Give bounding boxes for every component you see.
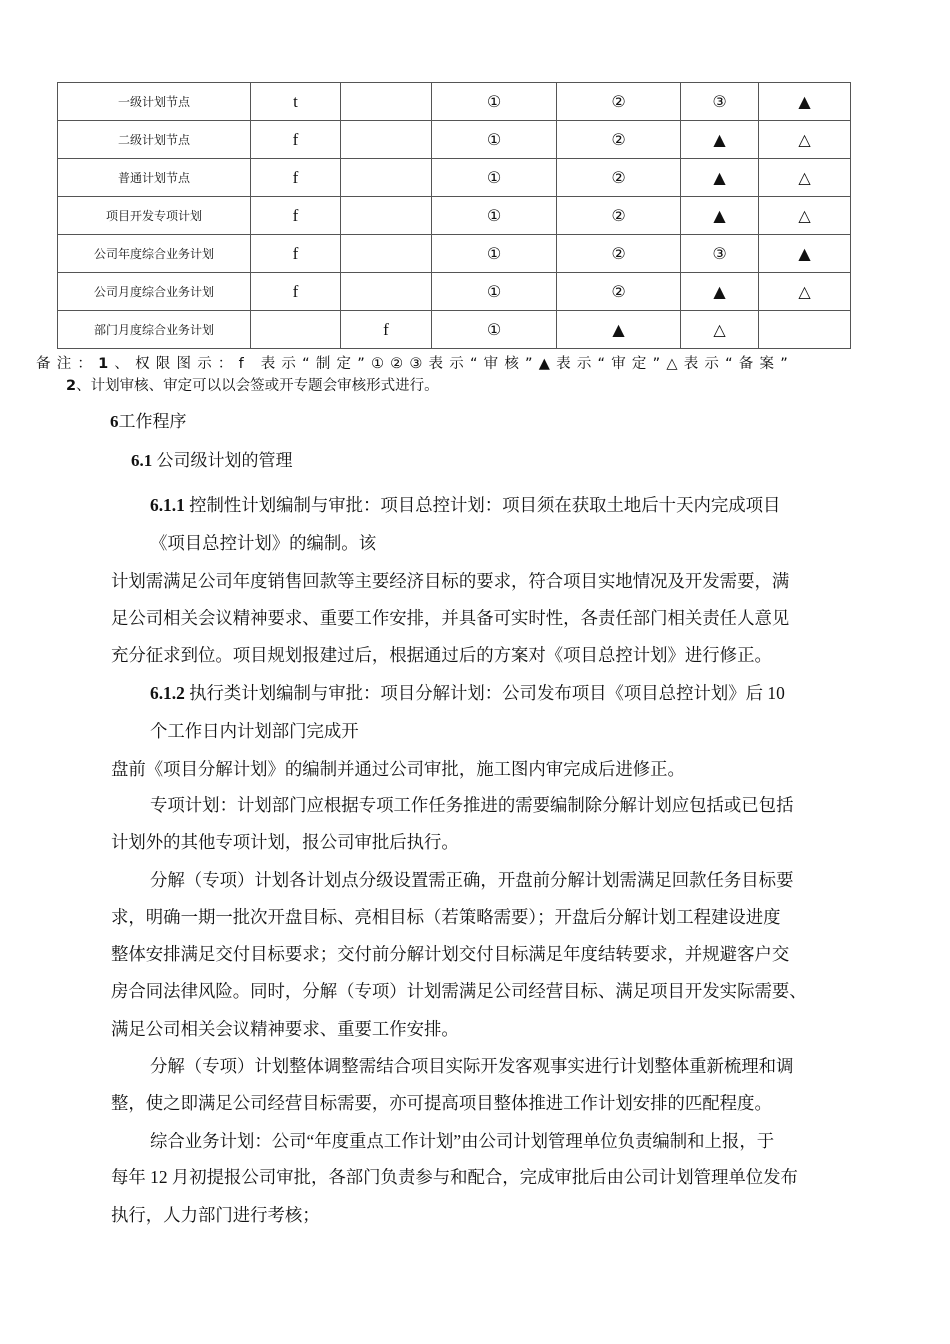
authority-cell: ② <box>557 197 681 235</box>
authority-cell: ① <box>432 159 557 197</box>
paragraph-line <box>150 534 376 553</box>
section-heading <box>110 407 187 432</box>
authority-cell: △ <box>759 273 851 311</box>
authority-cell: ▲ <box>681 159 759 197</box>
note-number: 2 <box>66 378 77 394</box>
authority-cell: ▲ <box>681 273 759 311</box>
paragraph-line <box>150 1057 793 1076</box>
authority-cell <box>759 311 851 349</box>
authority-cell <box>341 83 432 121</box>
plan-type-label: 项目开发专项计划 <box>58 197 251 235</box>
table-row <box>58 159 851 197</box>
plan-type-label: 一级计划节点 <box>58 83 251 121</box>
authority-cell: ③ <box>681 83 759 121</box>
table-row <box>58 273 851 311</box>
paragraph-line <box>111 1206 320 1225</box>
line-text: 整体安排满足交付目标要求；交付前分解计划交付目标满足年度结转要求，并规避客户交 <box>111 944 790 964</box>
authority-cell: ③ <box>681 235 759 273</box>
line-text: 分解（专项）计划各计划点分级设置需正确，开盘前分解计划需满足回款任务目标要 <box>150 870 794 890</box>
section-title: 工作程序 <box>118 412 187 431</box>
paragraph-line <box>150 496 780 515</box>
note-number: 1 <box>98 356 115 372</box>
line-text: 执行，人力部门进行考核； <box>111 1205 320 1225</box>
authority-cell: t <box>251 83 341 121</box>
authority-cell: ② <box>557 121 681 159</box>
note-text: 、计划审核、审定可以以会签或开专题会审核形式进行。 <box>76 378 439 394</box>
authority-cell: ① <box>432 235 557 273</box>
authority-cell: ① <box>432 83 557 121</box>
line-text: 综合业务计划：公司“年度重点工作计划”由公司计划管理单位负责编制和上报，于 <box>150 1131 775 1151</box>
line-text: 满足公司相关会议精神要求、重要工作安排。 <box>111 1019 459 1039</box>
table-row <box>58 83 851 121</box>
plan-type-label: 普通计划节点 <box>58 159 251 197</box>
line-text: 个工作日内计划部门完成开 <box>150 721 359 741</box>
line-text: 充分征求到位。项目规划报建过后，根据通过后的方案对《项目总控计划》进行修正。 <box>111 645 772 665</box>
authority-cell <box>341 121 432 159</box>
plan-type-label: 部门月度综合业务计划 <box>58 311 251 349</box>
line-text: 整，使之即满足公司经营目标需要，亦可提高项目整体推进工作计划安排的匹配程度。 <box>111 1093 772 1113</box>
authority-cell: △ <box>759 121 851 159</box>
line-text: 盘前《项目分解计划》的编制并通过公司审批，施工图内审完成后进修正。 <box>111 759 685 779</box>
authority-cell <box>251 311 341 349</box>
authority-cell: f <box>251 121 341 159</box>
paragraph-line <box>111 646 772 665</box>
authority-cell: ▲ <box>759 83 851 121</box>
authority-cell <box>341 159 432 197</box>
paragraph-line <box>111 1094 772 1113</box>
authority-cell: f <box>251 235 341 273</box>
authority-cell: ① <box>432 311 557 349</box>
paragraph-line <box>150 722 359 741</box>
plan-type-label: 公司年度综合业务计划 <box>58 235 251 273</box>
section-number: 6.1 <box>131 451 153 470</box>
authority-cell: ▲ <box>681 197 759 235</box>
subsection-heading <box>131 446 293 471</box>
paragraph-line <box>111 760 685 779</box>
paragraph-line <box>150 871 793 890</box>
authority-cell: △ <box>759 197 851 235</box>
authority-cell: f <box>251 273 341 311</box>
authority-cell <box>341 235 432 273</box>
table-row <box>58 197 851 235</box>
paragraph-line <box>111 609 789 628</box>
authority-cell: ② <box>557 273 681 311</box>
plan-type-label: 二级计划节点 <box>58 121 251 159</box>
line-text: 执行类计划编制与审批：项目分解计划：公司发布项目《项目总控计划》后 10 <box>184 683 785 703</box>
authority-cell: f <box>251 197 341 235</box>
paragraph-line <box>150 1132 774 1151</box>
table-row <box>58 121 851 159</box>
authority-cell: ② <box>557 235 681 273</box>
paragraph-line <box>111 982 807 1001</box>
section-title: 公司级计划的管理 <box>156 451 293 470</box>
section-number: 6 <box>110 412 119 431</box>
authority-cell: ▲ <box>759 235 851 273</box>
line-text: 专项计划：计划部门应根据专项工作任务推进的需要编制除分解计划应包括或已包括 <box>150 795 794 815</box>
line-text: 控制性计划编制与审批：项目总控计划：项目须在获取土地后十天内完成项目 <box>184 495 781 515</box>
authority-cell: ② <box>557 159 681 197</box>
table-row <box>58 311 851 349</box>
note-text: 、权限图示：f 表示“制定”①②③表示“审核”▲表示“审定”△表示“备案” <box>114 356 794 372</box>
paragraph-line <box>111 1168 798 1187</box>
line-text: 每年 12 月初提报公司审批，各部门负责参与和配合，完成审批后由公司计划管理单位发布 <box>111 1167 798 1187</box>
authority-cell: ② <box>557 83 681 121</box>
authority-cell: f <box>341 311 432 349</box>
line-text: 《项目总控计划》的编制。该 <box>150 533 377 553</box>
plan-type-label: 公司月度综合业务计划 <box>58 273 251 311</box>
clause-number: 6.1.1 <box>150 495 185 515</box>
paragraph-line <box>111 1020 459 1039</box>
clause-number: 6.1.2 <box>150 683 185 703</box>
authority-cell <box>341 197 432 235</box>
authority-cell: f <box>251 159 341 197</box>
table-row <box>58 235 851 273</box>
authority-cell: ① <box>432 121 557 159</box>
authority-table <box>57 82 851 349</box>
note-review <box>66 374 439 395</box>
line-text: 计划需满足公司年度销售回款等主要经济目标的要求，符合项目实地情况及开发需要，满 <box>111 571 790 591</box>
authority-cell: ▲ <box>557 311 681 349</box>
paragraph-line <box>111 945 789 964</box>
line-text: 求，明确一期一批次开盘目标、亮相目标（若策略需要）；开盘后分解计划工程建设进度 <box>111 907 781 927</box>
line-text: 分解（专项）计划整体调整需结合项目实际开发客观事实进行计划整体重新梳理和调 <box>150 1056 794 1076</box>
authority-cell: ① <box>432 197 557 235</box>
note-prefix: 备注： <box>36 356 99 372</box>
note-legend <box>36 352 874 373</box>
paragraph-line <box>111 833 459 852</box>
authority-cell: ▲ <box>681 121 759 159</box>
paragraph-line <box>150 796 793 815</box>
line-text: 计划外的其他专项计划，报公司审批后执行。 <box>111 832 459 852</box>
authority-cell: ① <box>432 273 557 311</box>
authority-cell: △ <box>759 159 851 197</box>
paragraph-line <box>111 908 781 927</box>
line-text: 足公司相关会议精神要求、重要工作安排，并具备可实时性，各责任部门相关责任人意见 <box>111 608 790 628</box>
paragraph-line <box>111 572 789 591</box>
authority-cell <box>341 273 432 311</box>
authority-cell: △ <box>681 311 759 349</box>
paragraph-line <box>150 684 785 703</box>
line-text: 房合同法律风险。同时，分解（专项）计划需满足公司经营目标、满足项目开发实际需要、 <box>111 981 807 1001</box>
